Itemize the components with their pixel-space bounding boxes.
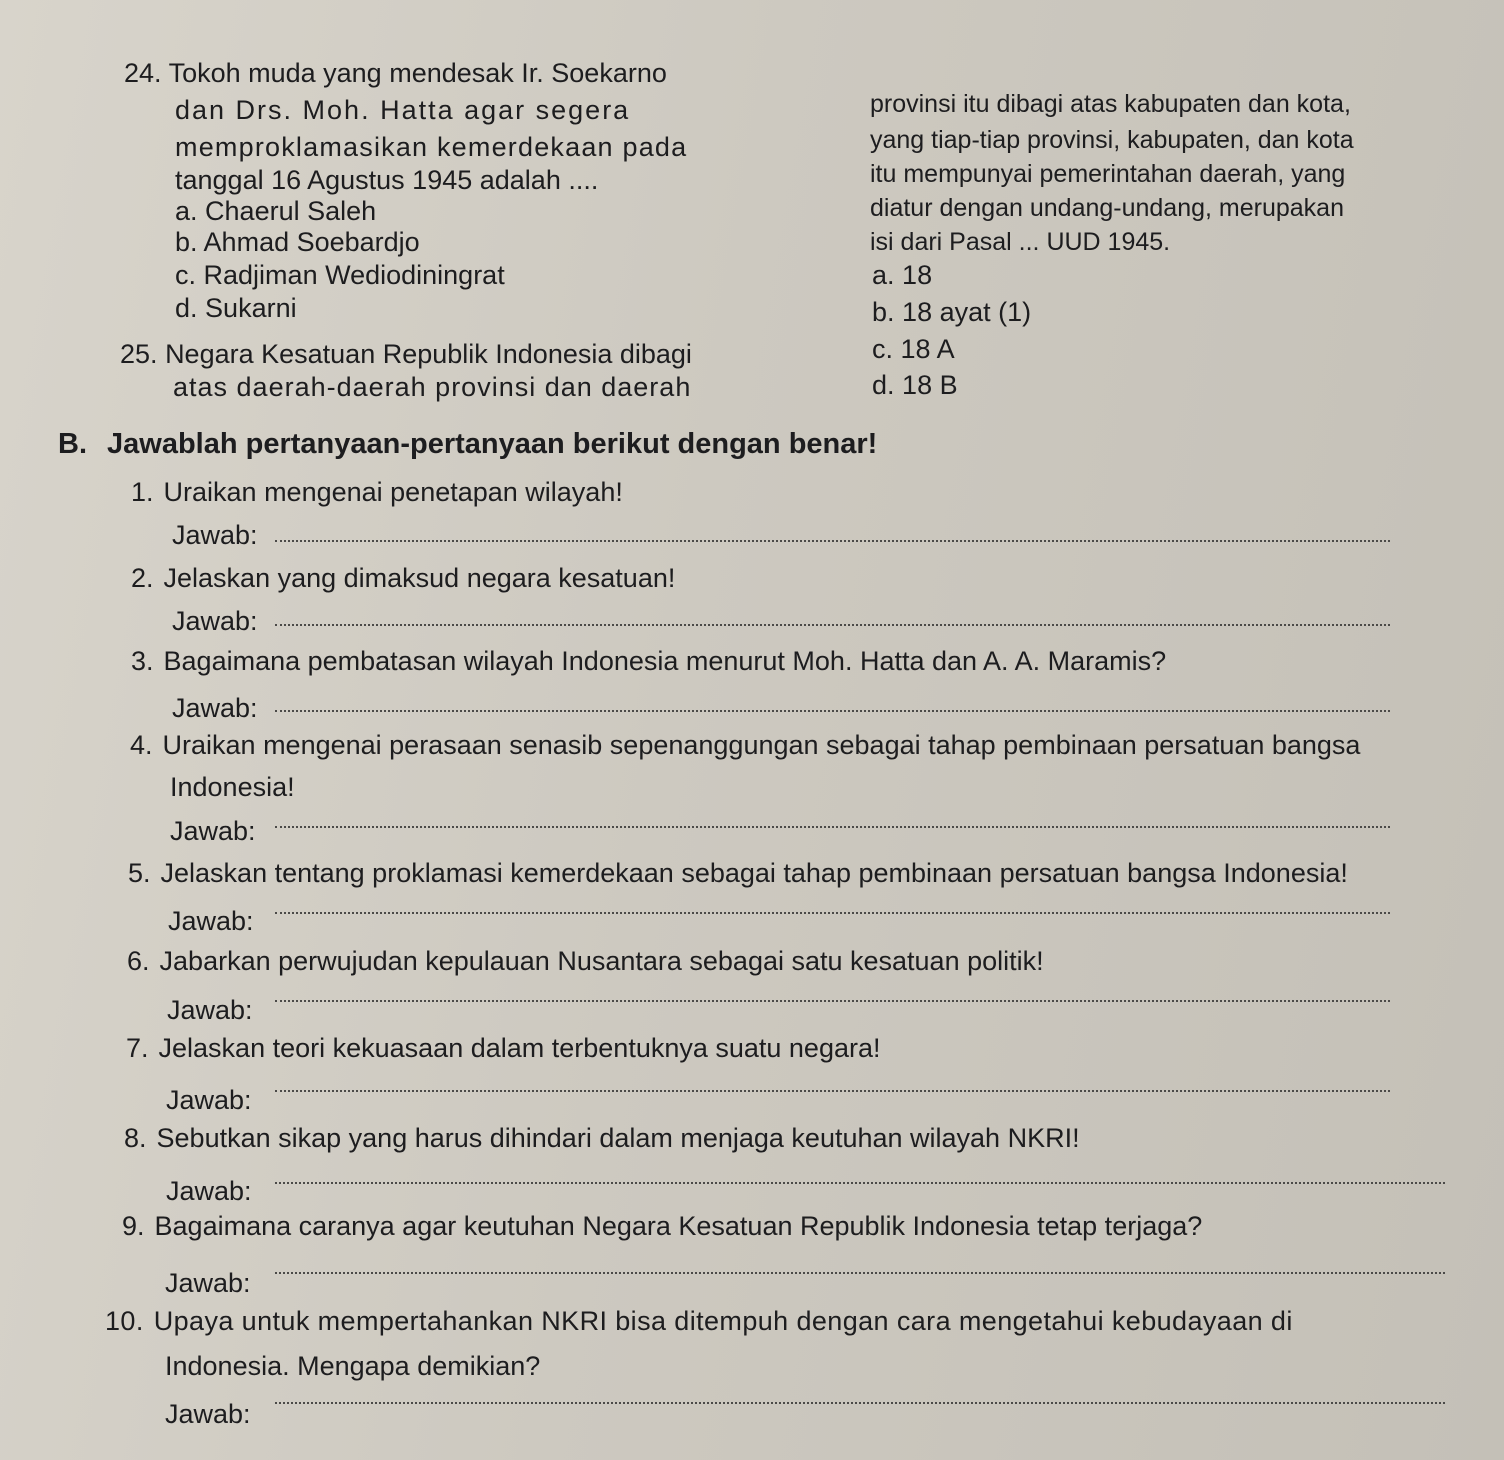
q25-option-b: [872, 296, 1031, 328]
q25-line-1: [120, 338, 692, 370]
q24-option-c: [175, 259, 505, 291]
b-q8-answer-label: Jawab:: [166, 1176, 252, 1206]
b-question-8: [124, 1122, 1080, 1154]
q25-option-a-letter: a.: [872, 260, 895, 290]
b-q1-text: Uraikan mengenai penetapan wilayah!: [163, 477, 623, 507]
b-question-2: [131, 562, 675, 594]
b-q8-answer-line[interactable]: [275, 1182, 1445, 1184]
b-q6-text: Jabarkan perwujudan kepulauan Nusantara sebagai satu kesatuan politik!: [159, 946, 1044, 976]
section-b-title: Jawablah pertanyaan-pertanyaan berikut dengan benar!: [107, 428, 878, 460]
q24-option-c-letter: c.: [175, 260, 197, 290]
b-q2-answer-line[interactable]: [275, 624, 1390, 626]
b-question-1: [131, 476, 623, 508]
b-q10-text-1: Upaya untuk mempertahankan NKRI bisa ditempuh dengan cara mengetahui kebudayaan di: [153, 1306, 1293, 1336]
q25-option-c-text: 18 A: [900, 334, 955, 364]
q24-option-b-letter: b.: [175, 227, 198, 257]
b-question-10: [105, 1305, 1293, 1337]
q24-option-b-text: Ahmad Soebardjo: [203, 227, 420, 257]
b-q6-answer-line[interactable]: [275, 1000, 1390, 1002]
b-q4-answer-line[interactable]: [275, 826, 1390, 828]
b-q1-answer-line[interactable]: [275, 540, 1390, 542]
b-question-6: [127, 945, 1044, 977]
b-q9-answer-label: Jawab:: [165, 1268, 251, 1298]
b-q3-text: Bagaimana pembatasan wilayah Indonesia menurut Moh. Hatta dan A. A. Maramis?: [163, 646, 1167, 676]
q24-option-c-text: Radjiman Wediodiningrat: [203, 260, 505, 290]
b-q8-text: Sebutkan sikap yang harus dihindari dalam menjaga keutuhan wilayah NKRI!: [156, 1123, 1080, 1153]
q25-number: 25.: [120, 339, 158, 369]
q24-option-b: [175, 226, 420, 258]
q24-stem-4: tanggal 16 Agustus 1945 adalah ....: [175, 165, 599, 195]
q25-option-b-letter: b.: [872, 297, 895, 327]
q24-option-d-text: Sukarni: [205, 293, 297, 323]
q24-stem-2: dan Drs. Moh. Hatta agar segera: [175, 95, 631, 125]
q25-stem-right-2: yang tiap-tiap provinsi, kabupaten, dan kota: [870, 126, 1354, 154]
q24-line-1: [124, 57, 667, 89]
q25-stem-right-4: diatur dengan undang-undang, merupakan: [870, 194, 1344, 222]
b-q9-text: Bagaimana caranya agar keutuhan Negara Kesatuan Republik Indonesia tetap terjaga?: [154, 1211, 1203, 1241]
q25-stem-left-1: Negara Kesatuan Republik Indonesia dibagi: [165, 339, 692, 369]
b-q10-answer-line[interactable]: [275, 1402, 1445, 1404]
b-q7-answer-line[interactable]: [275, 1090, 1390, 1092]
b-q9-answer-line[interactable]: [275, 1272, 1445, 1274]
q25-option-c-letter: c.: [872, 334, 894, 364]
q24-stem-3: memproklamasikan kemerdekaan pada: [175, 132, 688, 162]
q24-option-a-text: Chaerul Saleh: [205, 196, 377, 226]
section-b-letter: B.: [58, 428, 87, 460]
b-q9-number: 9.: [122, 1211, 145, 1241]
b-q5-answer-line[interactable]: [275, 912, 1390, 914]
b-q10-text-2: Indonesia. Mengapa demikian?: [165, 1351, 541, 1381]
b-q3-answer-label: Jawab:: [172, 693, 258, 723]
section-b-heading: [58, 428, 877, 461]
b-q5-answer-label: Jawab:: [168, 906, 254, 936]
b-q6-answer-label: Jawab:: [167, 995, 253, 1025]
b-q7-answer-label: Jawab:: [166, 1085, 252, 1115]
b-question-4: [130, 729, 1360, 761]
b-q7-number: 7.: [126, 1033, 149, 1063]
b-q4-text-1: Uraikan mengenai perasaan senasib sepenanggungan sebagai tahap pembinaan persatuan bangsa: [162, 730, 1361, 760]
b-q3-answer-line[interactable]: [275, 710, 1390, 712]
b-q5-number: 5.: [128, 858, 151, 888]
q25-option-a: [872, 259, 932, 291]
q24-option-a-letter: a.: [175, 196, 198, 226]
q24-option-d: [175, 292, 297, 324]
b-q1-number: 1.: [131, 477, 154, 507]
b-question-9: [122, 1210, 1202, 1242]
q25-stem-right-3: itu mempunyai pemerintahan daerah, yang: [870, 160, 1346, 188]
b-question-5: [128, 857, 1348, 889]
q25-option-d-text: 18 B: [902, 370, 958, 400]
b-q2-text: Jelaskan yang dimaksud negara kesatuan!: [163, 563, 676, 593]
q24-number: 24.: [124, 58, 162, 88]
q25-option-c: [872, 333, 955, 365]
b-q10-number: 10.: [105, 1306, 144, 1336]
q25-option-d-letter: d.: [872, 370, 895, 400]
b-q2-answer-label: Jawab:: [172, 606, 258, 636]
b-q1-answer-label: Jawab:: [172, 520, 258, 550]
b-q3-number: 3.: [131, 646, 154, 676]
q24-stem-1: Tokoh muda yang mendesak Ir. Soekarno: [168, 58, 667, 88]
b-q10-answer-label: Jawab:: [165, 1399, 251, 1429]
b-q6-number: 6.: [127, 946, 150, 976]
q25-stem-left-2: atas daerah-daerah provinsi dan daerah: [173, 372, 692, 402]
b-q5-text: Jelaskan tentang proklamasi kemerdekaan sebagai tahap pembinaan persatuan bangsa Indonesia!: [160, 858, 1348, 888]
q25-stem-right-5: isi dari Pasal ... UUD 1945.: [870, 228, 1171, 256]
q25-stem-right-1: provinsi itu dibagi atas kabupaten dan kota,: [870, 90, 1351, 118]
b-q4-text-2: Indonesia!: [170, 772, 295, 802]
b-question-3: [131, 645, 1166, 677]
q25-option-b-text: 18 ayat (1): [902, 297, 1032, 327]
q25-option-d: [872, 369, 958, 401]
b-q2-number: 2.: [131, 563, 154, 593]
q25-option-a-text: 18: [902, 260, 933, 290]
b-q7-text: Jelaskan teori kekuasaan dalam terbentuknya suatu negara!: [158, 1033, 881, 1063]
b-q4-number: 4.: [130, 730, 153, 760]
b-question-7: [126, 1032, 881, 1064]
b-q4-answer-label: Jawab:: [170, 816, 256, 846]
q24-option-a: [175, 195, 376, 227]
b-q8-number: 8.: [124, 1123, 147, 1153]
q24-option-d-letter: d.: [175, 293, 198, 323]
